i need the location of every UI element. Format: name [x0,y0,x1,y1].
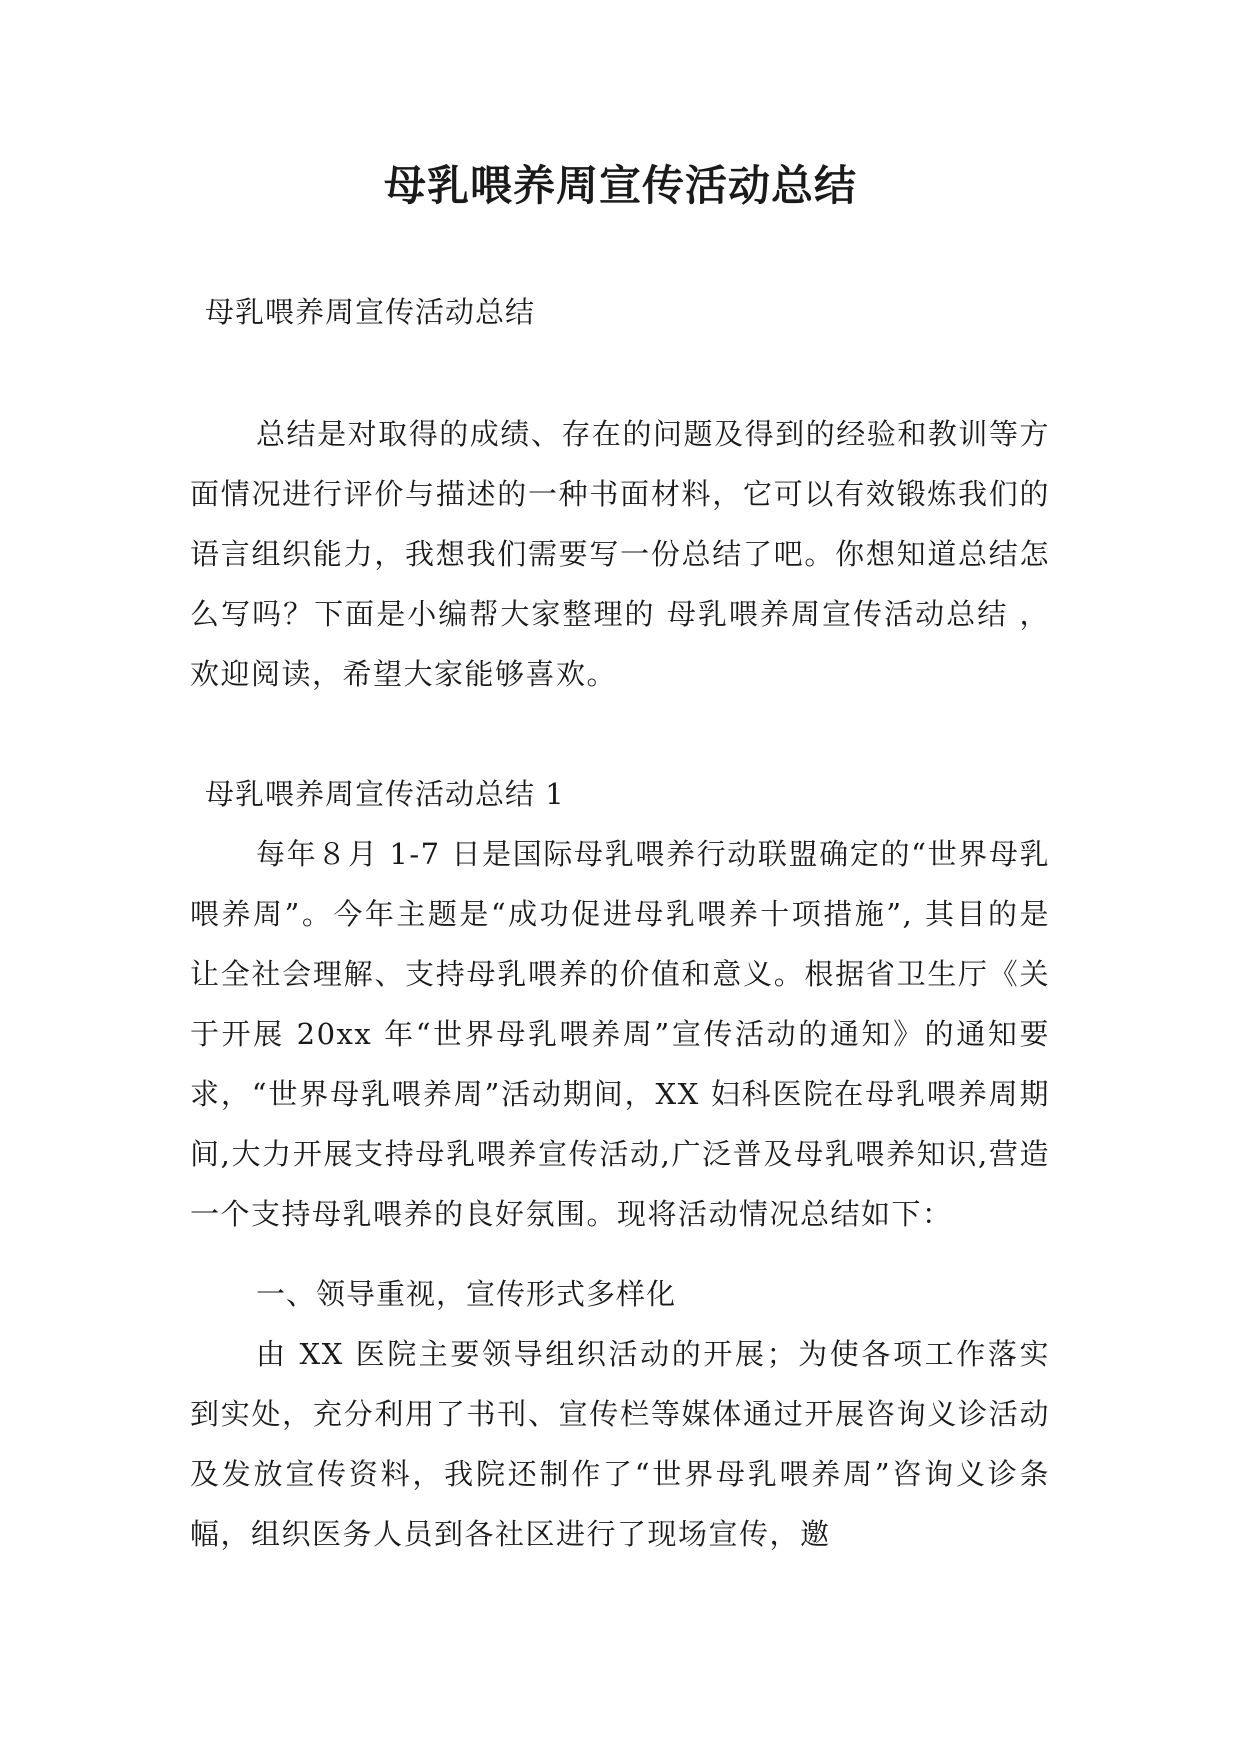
section-1-paragraph: 每年８月 1-7 日是国际母乳喂养行动联盟确定的“世界母乳喂养周”。今年主题是“成功促进母乳喂养十项措施”, 其目的是让全社会理解、支持母乳喂养的价值和意义。根据省卫生厅《关于开展 20xx 年“世界母乳喂养周”宣传活动的通知》的通知要求，“世界母乳喂养周”活动期间，XX 妇科医院在母乳喂养周期间,大力开展支持母乳喂养宣传活动,广泛普及母乳喂养知识,营造一个支持母乳喂养的良好氛围。现将活动情况总结如下： [190,837,1050,1231]
document-title: 母乳喂养周宣传活动总结 [383,161,857,210]
point-1-title: 一、领导重视，宣传形式多样化 [256,1277,677,1311]
intro-paragraph: 总结是对取得的成绩、存在的问题及得到的经验和教训等方面情况进行评价与描述的一种书面材料，它可以有效锻炼我们的语言组织能力，我想我们需要写一份总结了吧。你想知道总结怎么写吗？下面是小编帮大家整理的 母乳喂养周宣传活动总结 ，欢迎阅读，希望大家能够喜欢。 [190,417,1050,691]
document-subtitle: 母乳喂养周宣传活动总结 [205,295,536,329]
section-1-title: 母乳喂养周宣传活动总结 1 [205,777,565,811]
point-1-paragraph: 由 XX 医院主要领导组织活动的开展；为使各项工作落实到实处，充分利用了书刊、宣传栏等媒体通过开展咨询义诊活动及发放宣传资料，我院还制作了“世界母乳喂养周”咨询义诊条幅，组织医务人员到各社区进行了现场宣传，邀 [190,1337,1050,1551]
